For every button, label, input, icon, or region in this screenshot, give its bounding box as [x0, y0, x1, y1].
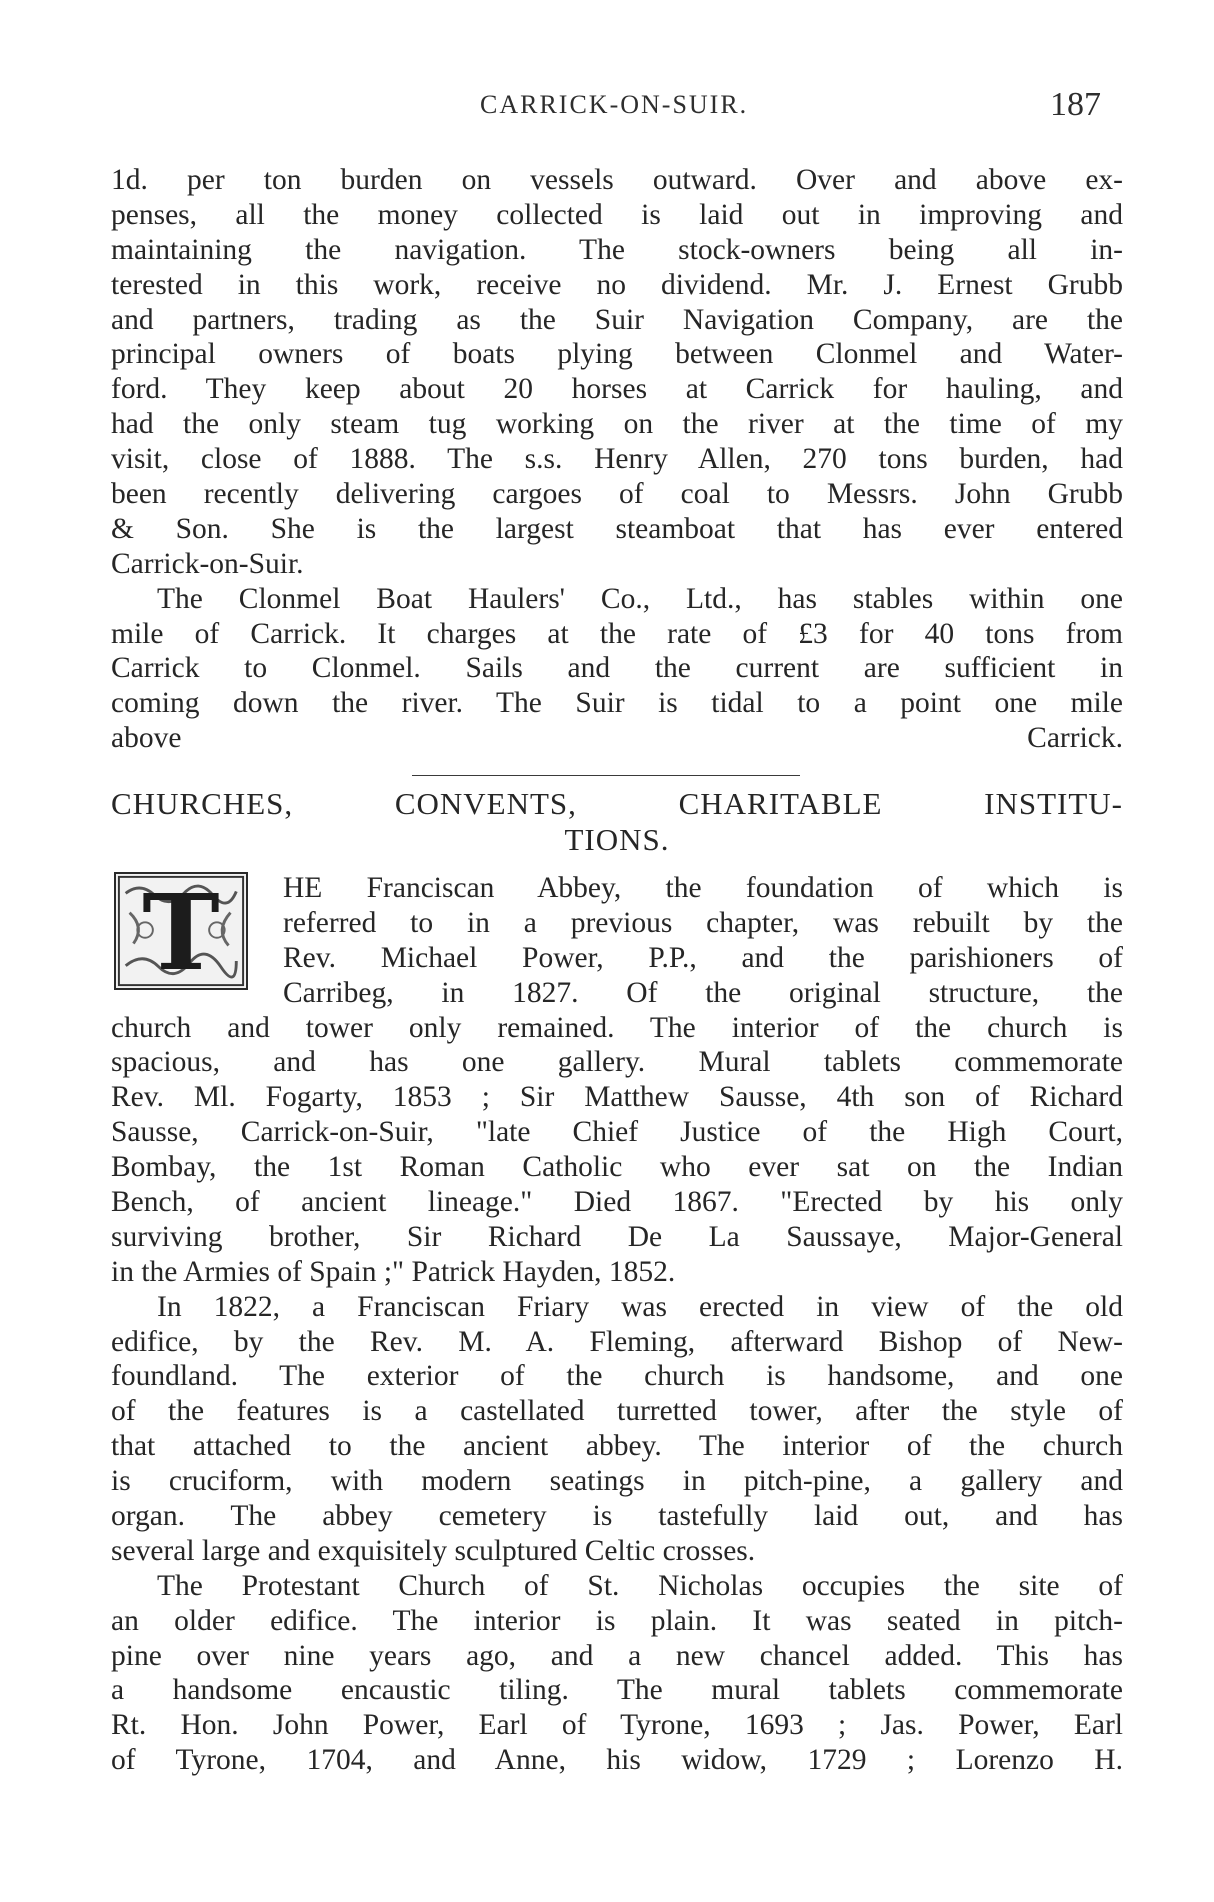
section-heading-line: CHURCHES, CONVENTS, CHARITABLE INSTITU- — [111, 786, 1123, 821]
text-line: coming down the river. The Suir is tidal to a point one mile — [111, 687, 1123, 720]
text-line: and partners, trading as the Suir Navigation Company, are the — [111, 303, 1123, 336]
dropcap-letter: T — [142, 872, 220, 990]
text-line: ford. They keep about 20 horses at Carrick for hauling, and — [111, 373, 1123, 406]
text-line: been recently delivering cargoes of coal to Messrs. John Grubb — [111, 478, 1123, 511]
text-line: several large and exquisitely sculptured Celtic crosses. — [111, 1534, 756, 1567]
text-line: Bench, of ancient lineage." Died 1867. "Erected by his only — [111, 1186, 1123, 1219]
text-line: that attached to the ancient abbey. The interior of the church — [111, 1430, 1123, 1463]
text-line: is cruciform, with modern seatings in pitch-pine, a gallery and — [111, 1465, 1123, 1498]
text-block-top — [111, 163, 1123, 756]
text-line: referred to in a previous chapter, was rebuilt by the — [283, 906, 1123, 939]
text-line: edifice, by the Rev. M. A. Fleming, afterward Bishop of New- — [111, 1325, 1123, 1358]
text-line: a handsome encaustic tiling. The mural tablets commemorate — [111, 1674, 1123, 1707]
text-line: in the Armies of Spain ;" Patrick Hayden, 1852. — [111, 1255, 676, 1288]
paragraph-franciscan-friary — [111, 1290, 1123, 1569]
text-line: In 1822, a Franciscan Friary was erected in view of the old — [157, 1290, 1123, 1323]
text-line: The Protestant Church of St. Nicholas occupies the site of — [157, 1569, 1123, 1602]
running-title: CARRICK-ON-SUIR. — [480, 90, 749, 119]
text-line: & Son. She is the largest steamboat that has ever entered — [111, 512, 1123, 545]
text-line: mile of Carrick. It charges at the rate of £3 for 40 tons from — [111, 617, 1123, 650]
text-line: organ. The abbey cemetery is tastefully laid out, and has — [111, 1500, 1123, 1533]
text-line: visit, close of 1888. The s.s. Henry Allen, 270 tons burden, had — [111, 443, 1123, 476]
text-line: above Carrick. — [111, 722, 1123, 755]
text-line: church and tower only remained. The interior of the church is — [111, 1011, 1123, 1044]
text-line: Rev. Michael Power, P.P., and the parishioners of — [283, 941, 1123, 974]
running-head — [0, 86, 1214, 126]
paragraph-boat-haulers — [111, 582, 1123, 756]
text-line: of the features is a castellated turretted tower, after the style of — [111, 1395, 1123, 1428]
text-line: Rt. Hon. John Power, Earl of Tyrone, 1693 ; Jas. Power, Earl — [111, 1709, 1123, 1742]
text-line: Carribeg, in 1827. Of the original structure, the — [283, 976, 1123, 1009]
text-line: maintaining the navigation. The stock-owners being all in- — [111, 233, 1123, 266]
text-line: Carrick-on-Suir. — [111, 547, 304, 580]
section-heading — [111, 786, 1123, 858]
text-line: spacious, and has one gallery. Mural tablets commemorate — [111, 1046, 1123, 1079]
text-line: surviving brother, Sir Richard De La Saussaye, Major-General — [111, 1220, 1123, 1253]
section-divider-rule — [412, 775, 800, 776]
text-line: HE Franciscan Abbey, the foundation of which is — [283, 872, 1123, 904]
text-line: terested in this work, receive no dividend. Mr. J. Ernest Grubb — [111, 268, 1123, 301]
text-line: Rev. Ml. Fogarty, 1853 ; Sir Matthew Sausse, 4th son of Richard — [111, 1081, 1123, 1114]
text-line: of Tyrone, 1704, and Anne, his widow, 1729 ; Lorenzo H. — [111, 1744, 1123, 1777]
text-line: Sausse, Carrick-on-Suir, "late Chief Justice of the High Court, — [111, 1116, 1123, 1149]
text-line: 1d. per ton burden on vessels outward. Over and above ex- — [111, 164, 1123, 196]
text-line: The Clonmel Boat Haulers' Co., Ltd., has stables within one — [157, 582, 1123, 615]
text-line: pine over nine years ago, and a new chancel added. This has — [111, 1639, 1123, 1672]
text-line: Bombay, the 1st Roman Catholic who ever sat on the Indian — [111, 1151, 1123, 1184]
paragraph-franciscan-abbey — [111, 871, 1123, 1290]
text-line: foundland. The exterior of the church is handsome, and one — [111, 1360, 1123, 1393]
page-number: 187 — [1050, 86, 1101, 123]
text-line: principal owners of boats plying between Clonmel and Water- — [111, 338, 1123, 371]
text-line: an older edifice. The interior is plain. It was seated in pitch- — [111, 1604, 1123, 1637]
text-line: Carrick to Clonmel. Sails and the current are sufficient in — [111, 652, 1123, 685]
text-line: penses, all the money collected is laid out in improving and — [111, 198, 1123, 231]
text-block-bottom — [111, 871, 1123, 1778]
paragraph-protestant-church — [111, 1569, 1123, 1778]
paragraph-navigation — [111, 163, 1123, 582]
section-heading-line: TIONS. — [564, 822, 670, 857]
text-line: had the only steam tug working on the river at the time of my — [111, 408, 1123, 441]
